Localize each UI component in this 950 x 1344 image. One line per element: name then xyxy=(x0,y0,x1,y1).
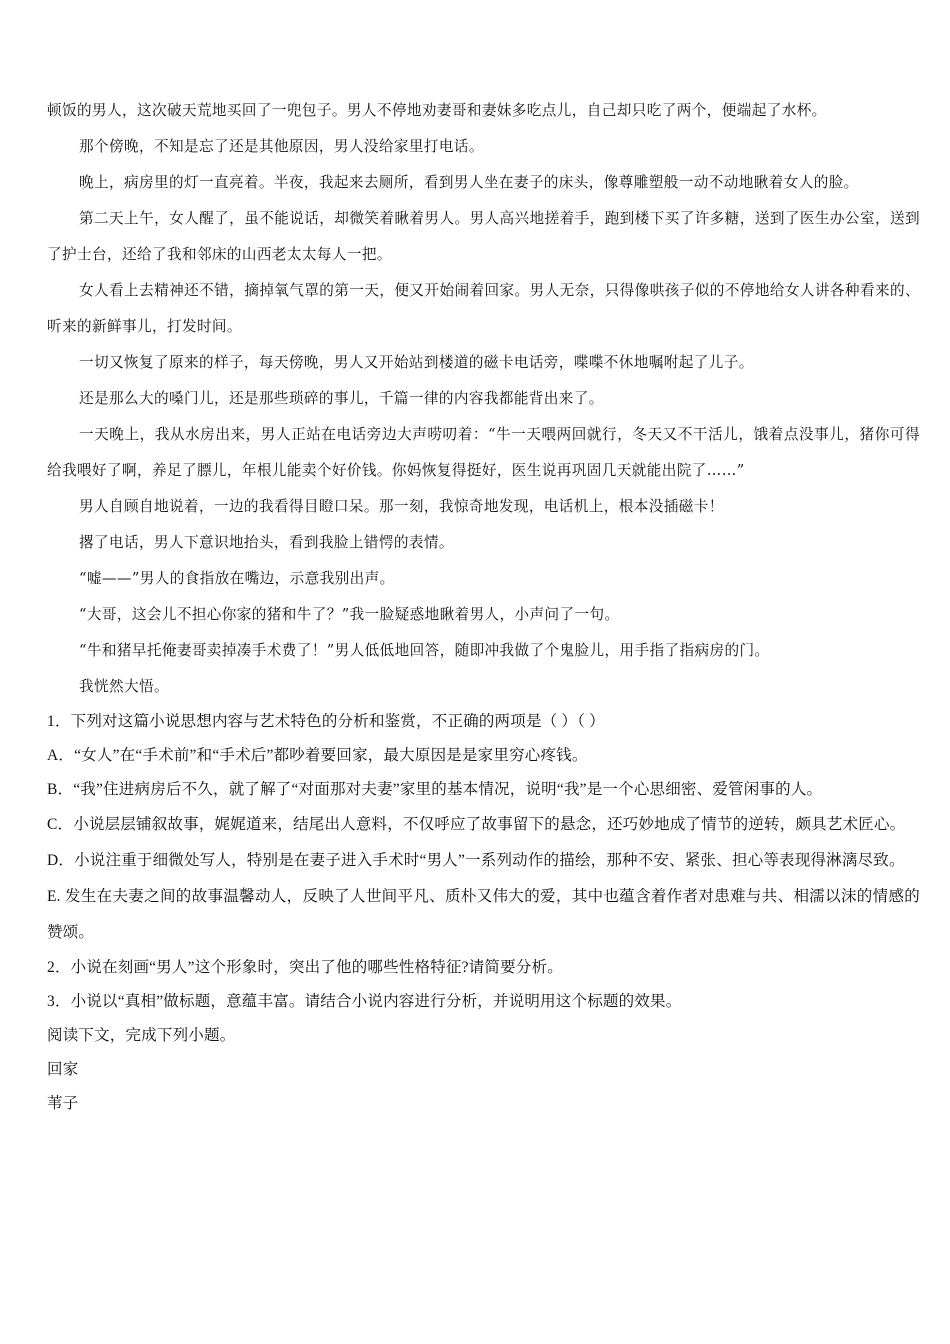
story-paragraph: 一切又恢复了原来的样子，每天傍晚，男人又开始站到楼道的磁卡电话旁，喋喋不休地嘱咐起了儿子。 xyxy=(79,354,754,371)
passage-title: 回家 xyxy=(47,1061,79,1078)
story-text xyxy=(47,93,920,705)
story-paragraph: 女人看上去精神还不错，摘掉氧气罩的第一天，便又开始闹着回家。男人无奈，只得像哄孩子似的不停地给女人讲各种看来的、听来的新鲜事儿，打发时间。 xyxy=(47,282,920,335)
reading-instruction: 阅读下文，完成下列小题。 xyxy=(47,1027,236,1044)
option-d: D．小说注重于细微处写人，特别是在妻子进入手术时“男人”一系列动作的描绘，那种不安、紧张、担心等表现得淋漓尽致。 xyxy=(47,852,905,869)
story-paragraph: “牛和猪早托俺妻哥卖掉凑手术费了！”男人低低地回答，随即冲我做了个鬼脸儿，用手指了指病房的门。 xyxy=(79,642,770,659)
story-paragraph: “嘘——”男人的食指放在嘴边，示意我别出声。 xyxy=(79,570,395,587)
story-paragraph: 晚上，病房里的灯一直亮着。半夜，我起来去厕所，看到男人坐在妻子的床头，像尊雕塑般一动不动地瞅着女人的脸。 xyxy=(79,174,859,191)
passage-author: 苇子 xyxy=(47,1095,79,1112)
option-a: A．“女人”在“手术前”和“手术后”都吵着要回家，最大原因是是家里穷心疼钱。 xyxy=(47,747,588,764)
story-paragraph: 第二天上午，女人醒了，虽不能说话，却微笑着瞅着男人。男人高兴地搓着手，跑到楼下买了许多糖，送到了医生办公室，送到了护士台，还给了我和邻床的山西老太太每人一把。 xyxy=(47,210,920,263)
story-paragraph: 还是那么大的嗓门儿，还是那些琐碎的事儿，千篇一律的内容我都能背出来了。 xyxy=(79,390,604,407)
question-3: 3．小说以“真相”做标题，意蕴丰富。请结合小说内容进行分析，并说明用这个标题的效果。 xyxy=(47,993,682,1010)
question-2: 2．小说在刻画“男人”这个形象时，突出了他的哪些性格特征?请简要分析。 xyxy=(47,959,563,976)
story-paragraph: 那个傍晚，不知是忘了还是其他原因，男人没给家里打电话。 xyxy=(79,138,484,155)
story-paragraph: “大哥，这会儿不担心你家的猪和牛了？”我一脸疑惑地瞅着男人，小声问了一句。 xyxy=(79,606,620,623)
option-c: C．小说层层铺叙故事，娓娓道来，结尾出人意料，不仅呼应了故事留下的悬念，还巧妙地成了情节的逆转，颇具艺术匠心。 xyxy=(47,816,906,833)
question-1: 1．下列对这篇小说思想内容与艺术特色的分析和鉴赏，不正确的两项是（ ）（ ） xyxy=(47,713,605,730)
story-paragraph: 男人自顾自地说着，一边的我看得目瞪口呆。那一刻，我惊奇地发现，电话机上，根本没插磁卡！ xyxy=(79,498,724,515)
story-paragraph: 我恍然大悟。 xyxy=(79,678,169,695)
question-section xyxy=(47,705,920,1121)
story-paragraph: 一天晚上，我从水房出来，男人正站在电话旁边大声唠叨着：“牛一天喂两回就行，冬天又不干活儿，饿着点没事儿，猪你可得给我喂好了啊，养足了膘儿，年根儿能卖个好价钱。你妈恢复得挺好，医生说再巩固几天就能出院了……” xyxy=(47,426,920,479)
story-paragraph: 顿饭的男人，这次破天荒地买回了一兜包子。男人不停地劝妻哥和妻妹多吃点儿，自己却只吃了两个，便端起了水杯。 xyxy=(47,102,827,119)
option-b: B．“我”住进病房后不久，就了解了“对面那对夫妻”家里的基本情况，说明“我”是一个心思细密、爱管闲事的人。 xyxy=(47,781,823,798)
story-paragraph: 撂了电话，男人下意识地抬头，看到我脸上错愕的表情。 xyxy=(79,534,454,551)
option-e: E. 发生在夫妻之间的故事温馨动人，反映了人世间平凡、质朴又伟大的爱，其中也蕴含着作者对患难与共、相濡以沫的情感的赞颂。 xyxy=(47,888,920,941)
